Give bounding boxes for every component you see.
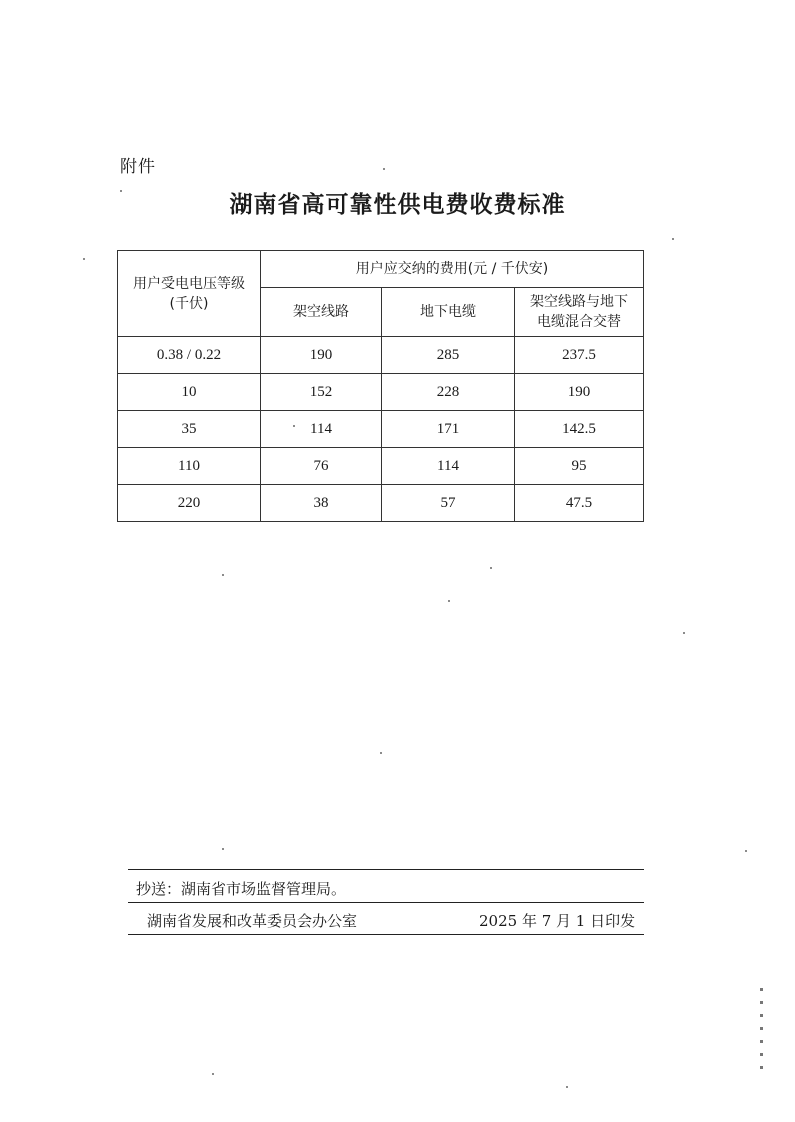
scan-speck (212, 1073, 214, 1075)
voltage-cell: 35 (118, 411, 261, 448)
voltage-cell: 10 (118, 374, 261, 411)
table-row (118, 485, 644, 522)
table-row (118, 374, 644, 411)
mixed-fee-cell: 237.5 (515, 337, 644, 374)
scan-speck (683, 632, 685, 634)
scan-speck (380, 752, 382, 754)
fee-standard-table (117, 250, 644, 522)
table-row (118, 337, 644, 374)
overhead-fee-cell: 38 (261, 485, 382, 522)
voltage-cell: 220 (118, 485, 261, 522)
underground-fee-cell: 57 (382, 485, 515, 522)
scan-edge-marks (760, 988, 763, 1078)
fee-group-header: 用户应交纳的费用(元 / 千伏安) (261, 251, 644, 288)
scan-speck (222, 574, 224, 576)
scan-speck (120, 190, 122, 192)
mixed-line-header: 架空线路与地下电缆混合交替 (515, 288, 644, 337)
scan-speck (490, 567, 492, 569)
overhead-fee-cell: 114 (261, 411, 382, 448)
voltage-cell: 110 (118, 448, 261, 485)
issuing-office: 湖南省发展和改革委员会办公室 (147, 912, 358, 930)
scan-speck (448, 600, 450, 602)
attachment-label: 附件 (120, 157, 156, 177)
underground-fee-cell: 171 (382, 411, 515, 448)
scan-speck (566, 1086, 568, 1088)
underground-fee-cell: 285 (382, 337, 515, 374)
scan-speck (672, 238, 674, 240)
voltage-cell: 0.38 / 0.22 (118, 337, 261, 374)
footer-divider-middle (128, 902, 644, 903)
table-row (118, 411, 644, 448)
table-row (118, 448, 644, 485)
scan-speck (293, 425, 295, 427)
overhead-fee-cell: 152 (261, 374, 382, 411)
mixed-fee-cell: 47.5 (515, 485, 644, 522)
cc-recipients: 抄送：湖南省市场监督管理局。 (136, 880, 347, 898)
footer-divider-bottom (128, 934, 644, 935)
footer-divider-top (128, 869, 644, 870)
underground-cable-header: 地下电缆 (382, 288, 515, 337)
scan-speck (222, 848, 224, 850)
mixed-fee-cell: 95 (515, 448, 644, 485)
voltage-level-header: 用户受电电压等级(千伏) (118, 251, 261, 337)
issue-date: 2025 年 7 月 1 日印发 (479, 912, 636, 930)
scan-speck (83, 258, 85, 260)
scan-speck (383, 168, 385, 170)
underground-fee-cell: 228 (382, 374, 515, 411)
mixed-fee-cell: 190 (515, 374, 644, 411)
overhead-fee-cell: 190 (261, 337, 382, 374)
document-title: 湖南省高可靠性供电费收费标准 (229, 191, 566, 218)
underground-fee-cell: 114 (382, 448, 515, 485)
fee-table-container (117, 250, 644, 522)
table-header-row (118, 251, 644, 288)
overhead-line-header: 架空线路 (261, 288, 382, 337)
overhead-fee-cell: 76 (261, 448, 382, 485)
scan-speck (745, 850, 747, 852)
mixed-fee-cell: 142.5 (515, 411, 644, 448)
